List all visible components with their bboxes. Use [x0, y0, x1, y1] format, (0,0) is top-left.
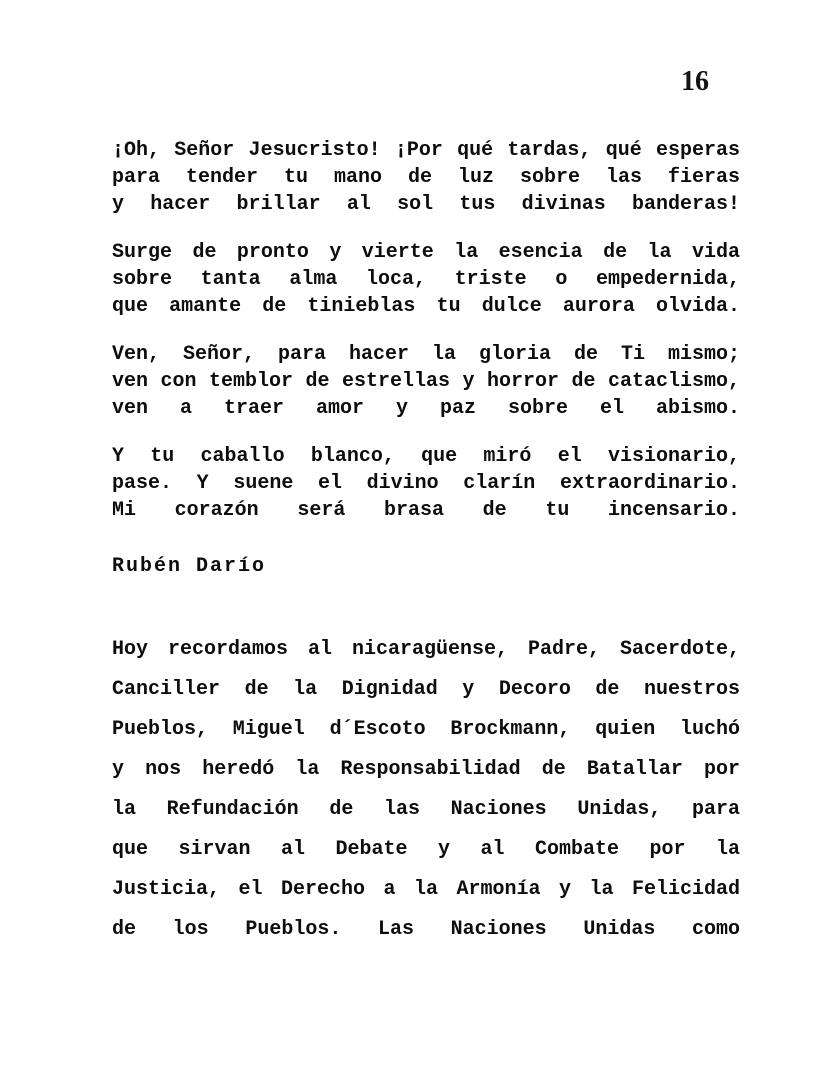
poem-stanza-4 [112, 443, 740, 524]
tribute-line: Hoy recordamos al nicaragüense, Padre, Sacerdote, [112, 638, 740, 661]
page-number: 16 [681, 66, 709, 97]
poem-line: sobre tanta alma loca, triste o empedernida, [112, 268, 740, 291]
tribute-line: Canciller de la Dignidad y Decoro de nuestros [112, 678, 740, 701]
poem-stanza-3 [112, 341, 740, 422]
tribute-line: la Refundación de las Naciones Unidas, para [112, 798, 740, 821]
poem-line: Y tu caballo blanco, que miró el visionario, [112, 445, 740, 468]
poem [112, 137, 740, 580]
poem-attribution: Rubén Darío [112, 555, 267, 578]
poem-line: Ven, Señor, para hacer la gloria de Ti mismo; [112, 343, 740, 366]
page-content [112, 0, 740, 950]
poem-line: ven con temblor de estrellas y horror de cataclismo, [112, 370, 740, 393]
tribute-line: que sirvan al Debate y al Combate por la [112, 838, 740, 861]
poem-line: para tender tu mano de luz sobre las fieras [112, 166, 740, 189]
tribute-line: de los Pueblos. Las Naciones Unidas como [112, 918, 740, 941]
poem-line: y hacer brillar al sol tus divinas banderas! [112, 193, 740, 216]
tribute-paragraph [112, 630, 740, 950]
poem-line: Mi corazón será brasa de tu incensario. [112, 499, 740, 522]
poem-stanza-2 [112, 239, 740, 320]
tribute-line: Pueblos, Miguel d´Escoto Brockmann, quien luchó [112, 718, 740, 741]
poem-line: Surge de pronto y vierte la esencia de la vida [112, 241, 740, 264]
poem-line: pase. Y suene el divino clarín extraordinario. [112, 472, 740, 495]
tribute-line: Justicia, el Derecho a la Armonía y la Felicidad [112, 878, 740, 901]
poem-stanza-1 [112, 137, 740, 218]
poem-line: ven a traer amor y paz sobre el abismo. [112, 397, 740, 420]
poem-line: que amante de tinieblas tu dulce aurora olvida. [112, 295, 740, 318]
tribute-line: y nos heredó la Responsabilidad de Batallar por [112, 758, 740, 781]
poem-line: ¡Oh, Señor Jesucristo! ¡Por qué tardas, qué esperas [112, 139, 740, 162]
